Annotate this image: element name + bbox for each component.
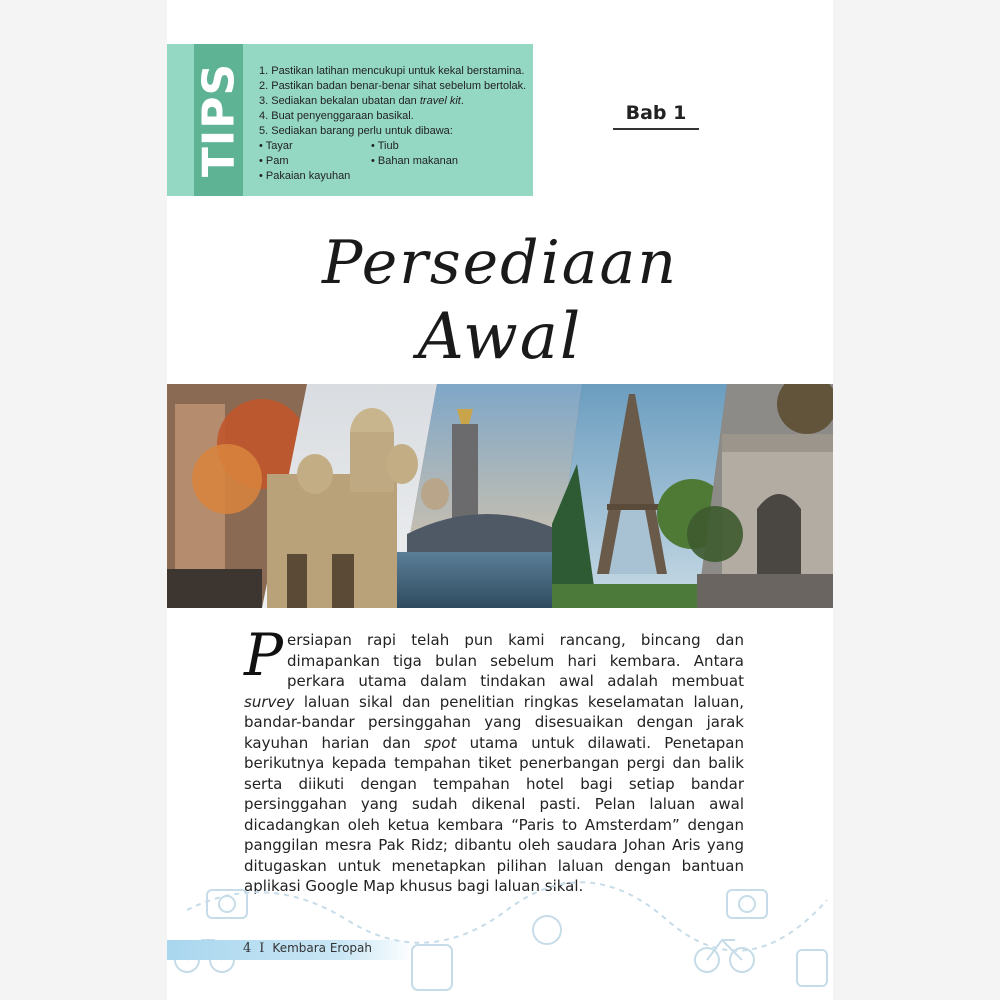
book-page bbox=[167, 0, 833, 1000]
camera-icon bbox=[207, 890, 247, 918]
suitcase-icon bbox=[797, 950, 827, 986]
packing-item: • Tayar bbox=[259, 140, 293, 152]
page-footer bbox=[167, 940, 415, 960]
plaza-cobbles bbox=[697, 574, 833, 608]
chapter-label: Bab 1 bbox=[625, 102, 687, 124]
tips-item: 3. Sediakan bekalan ubatan dan travel kit. bbox=[259, 95, 464, 107]
invalides-dome bbox=[421, 478, 449, 510]
globe-icon bbox=[533, 916, 561, 944]
tips-box bbox=[167, 44, 533, 196]
packing-item: • Tiub bbox=[371, 140, 399, 152]
bus-icon bbox=[412, 945, 452, 990]
tips-item: 5. Sediakan barang perlu untuk dibawa: bbox=[259, 125, 453, 137]
body-paragraph: Persiapan rapi telah pun kami rancang, bincang dan dimapankan tiga bulan sebelum hari kembara. Antara perkara utama dalam tindakan awal adalah membuat survey laluan sikal dan penelitian ringkas keselamatan laluan, bandar-bandar persinggahan yang disesuaikan dengan jarak kayuhan harian dan spot utama untuk dilawati. Penetapan berikutnya kepada tempahan tiket penerbangan pergi dan balik serta diikuti dengan tempahan hotel bagi setiap bandar persinggahan yang sudah dikenal pasti. Pelan laluan awal dicadangkan oleh ketua kembara “Paris to Amsterdam” dengan panggilan mesra Pak Ridz; dibantu oleh saudara Johan Aris yang ditugaskan untuk menetapkan pilihan laluan dengan bantuan aplikasi Google Map khusus bagi laluan sikal. bbox=[244, 621, 745, 895]
banner-illustration bbox=[167, 384, 833, 608]
packing-item: • Pakaian kayuhan bbox=[259, 170, 351, 182]
arc-opening bbox=[757, 494, 801, 574]
tips-label: TIPS bbox=[193, 62, 244, 178]
travel-doodles bbox=[167, 850, 833, 1000]
packing-item: • Pam bbox=[259, 155, 289, 167]
packing-list bbox=[259, 139, 529, 184]
seine-river bbox=[397, 552, 567, 608]
tips-list bbox=[259, 64, 529, 184]
drop-cap: P bbox=[244, 621, 284, 689]
packing-item: • Bahan makanan bbox=[371, 155, 459, 167]
tips-item: 2. Pastikan badan benar-benar sihat sebelum bertolak. bbox=[259, 80, 527, 92]
footer-separator: I bbox=[259, 941, 265, 956]
park-lawn bbox=[552, 584, 702, 608]
bicycle-rack bbox=[167, 569, 262, 608]
chapter-title-line1: Persediaan bbox=[322, 228, 678, 298]
tips-item: 4. Buat penyenggaraan basikal. bbox=[259, 110, 414, 122]
page-number: 4 bbox=[243, 941, 252, 956]
tips-item: 1. Pastikan latihan mencukupi untuk kekal berstamina. bbox=[259, 65, 525, 77]
paris-landmarks-banner bbox=[167, 384, 833, 608]
book-title: Kembara Eropah bbox=[272, 941, 373, 955]
chapter-underline bbox=[613, 128, 699, 130]
camera-icon-right bbox=[727, 890, 767, 918]
chapter-title-line2: Awal bbox=[417, 300, 583, 374]
